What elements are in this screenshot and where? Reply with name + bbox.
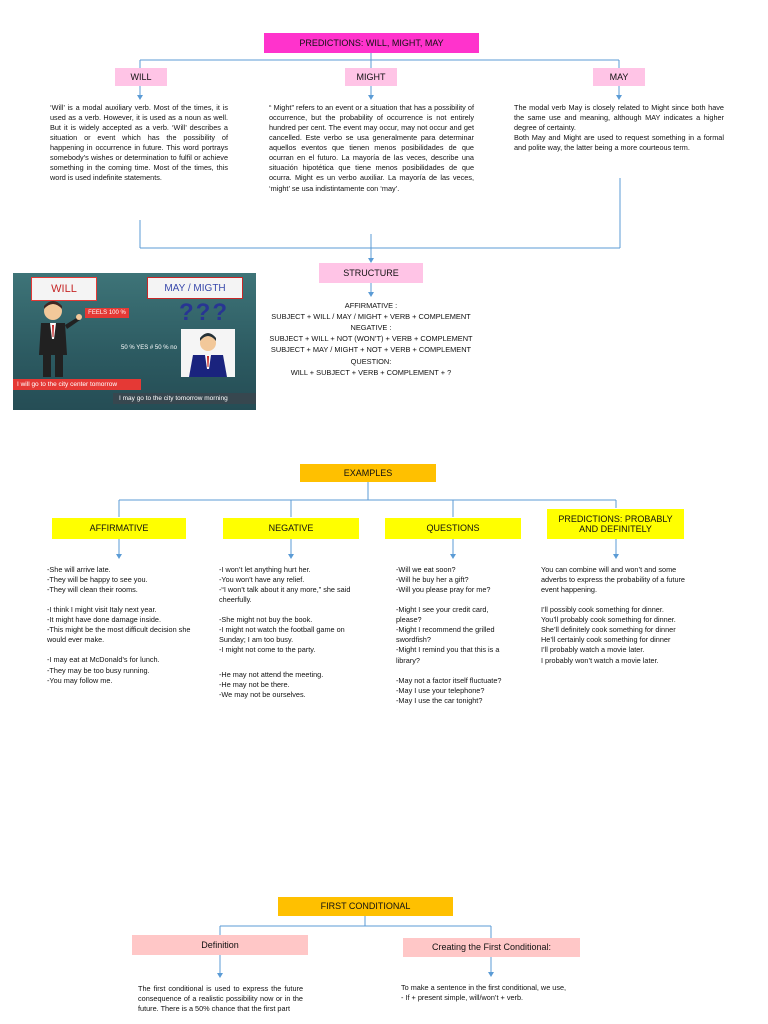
example-line: -May I use your telephone? [396, 685, 485, 695]
example-spacer [219, 656, 354, 670]
probably-definitely-examples [541, 565, 696, 666]
example-line: -They will be happy to see you. [47, 575, 148, 585]
first-conditional-title: FIRST CONDITIONAL [278, 897, 453, 916]
structure-line: WILL + SUBJECT + VERB + COMPLEMENT + ? [290, 367, 452, 377]
affirmative-label: AFFIRMATIVE [52, 518, 186, 539]
image-question-marks: ??? [179, 299, 229, 326]
structure-line: QUESTION: [350, 356, 392, 366]
example-spacer [47, 595, 207, 605]
example-line: -She might not buy the book. [219, 615, 313, 625]
example-line: -This might be the most difficult decision she would ever make. [47, 625, 193, 645]
structure-line: SUBJECT + WILL + NOT (WON’T) + VERB + COMPLEMENT [269, 334, 473, 344]
example-line: -I may eat at McDonald’s for lunch. [47, 655, 160, 665]
structure-rules [246, 300, 496, 378]
example-spacer [396, 666, 514, 676]
example-line: -You won’t have any relief. [219, 575, 305, 585]
creating-line: - If + present simple, will/won’t + verb. [401, 993, 524, 1003]
example-spacer [47, 645, 207, 655]
creating-line: To make a sentence in the first conditional, we use, [401, 983, 567, 992]
example-line: -Will we eat soon? [396, 565, 456, 574]
businessman-thumbs-up-icon [23, 299, 83, 379]
image-may-sentence: I may go to the city tomorrow morning [113, 393, 256, 404]
example-line: I probably won’t watch a movie later. [541, 655, 659, 665]
example-line: -Will you please pray for me? [396, 585, 491, 595]
example-line: She’ll definitely cook something for dinner [541, 625, 676, 635]
image-feels-badge: FEELS 100 % [85, 308, 129, 318]
probably-definitely-label: PREDICTIONS: PROBABLY AND DEFINITELY [547, 509, 684, 539]
image-will-label: WILL [31, 277, 97, 301]
example-line: -Might I recommend the grilled swordfish? [396, 625, 497, 645]
definition-label: Definition [132, 935, 308, 955]
questions-label: QUESTIONS [385, 518, 521, 539]
example-line: -She will arrive late. [47, 565, 111, 574]
structure-line: NEGATIVE : [350, 323, 392, 333]
example-line: I’ll possibly cook something for dinner. [541, 605, 664, 615]
negative-examples [219, 565, 354, 700]
example-line: You can combine will and won’t and some adverbs to express the probability of a future event happening. [541, 565, 688, 595]
example-line: -Might I see your credit card, please? [396, 605, 491, 625]
may-description-line: The modal verb May is closely related to Might since both have the same use and meaning, although MAY indicates a higher degree of certainty. [514, 103, 724, 133]
example-line: He’ll certainly cook something for dinner [541, 635, 671, 645]
will-description: ‘Will’ is a modal auxiliary verb. Most of the times, it is used as a verb. However, it is used as a noun as well. But it is widely accepted as a verb. ‘Will’ describes a situation or event which has the possibility of happening in occurrence in future. This word portrays somebody’s wishes or determination to fulfil or achieve something in the coming time. Most of the times, this word is used indefinite statements. [50, 103, 228, 183]
example-line: -They may be too busy running. [47, 665, 150, 675]
may-description [514, 103, 724, 153]
question-examples [396, 565, 514, 706]
affirmative-examples [47, 565, 207, 686]
predictions-title: PREDICTIONS: WILL, MIGHT, MAY [264, 33, 479, 53]
example-line: You’ll probably cook something for dinner. [541, 615, 676, 625]
example-line: -It might have done damage inside. [47, 615, 161, 625]
confused-man-icon [181, 329, 235, 377]
example-line: -I might not watch the football game on Sunday; I am too busy. [219, 625, 347, 645]
image-will-sentence: I will go to the city center tomorrow [13, 379, 141, 390]
will-label: WILL [115, 68, 167, 86]
example-line: -“I won’t talk about it any more,” she said cheerfully. [219, 585, 353, 605]
image-may-label: MAY / MIGTH [147, 277, 243, 299]
creating-first-conditional-label: Creating the First Conditional: [403, 938, 580, 957]
example-line: -We may not be ourselves. [219, 689, 306, 699]
example-line: -May not a factor itself fluctuate? [396, 675, 502, 685]
negative-label: NEGATIVE [223, 518, 359, 539]
example-line: -He may not attend the meeting. [219, 669, 324, 679]
structure-line: SUBJECT + MAY / MIGHT + NOT + VERB + COMPLEMENT [270, 345, 472, 355]
structure-title: STRUCTURE [319, 263, 423, 283]
example-spacer [541, 595, 696, 605]
example-line: -They will clean their rooms. [47, 585, 138, 595]
may-label: MAY [593, 68, 645, 86]
example-line: -May I use the car tonight? [396, 695, 483, 705]
may-description-line: Both May and Might are used to request something in a formal and polite way, the latter being a more courteous term. [514, 133, 724, 153]
example-line: -You may follow me. [47, 675, 113, 685]
example-line: -Will he buy her a gift? [396, 575, 469, 585]
example-line: I’ll probably watch a movie later. [541, 645, 645, 655]
might-label: MIGHT [345, 68, 397, 86]
example-line: -I think I might visit Italy next year. [47, 605, 157, 615]
example-line: -He may not be there. [219, 679, 290, 689]
definition-text: The first conditional is used to express the future consequence of a realistic possibility now or in the future. There is a 50% chance that the first part [138, 984, 303, 1014]
structure-line: SUBJECT + WILL / MAY / MIGHT + VERB + COMPLEMENT [271, 312, 471, 322]
example-line: -I might not come to the party. [219, 645, 316, 655]
examples-title: EXAMPLES [300, 464, 436, 482]
will-may-illustration [13, 273, 256, 410]
example-spacer [219, 605, 354, 615]
example-spacer [396, 595, 514, 605]
example-line: -I won’t let anything hurt her. [219, 565, 311, 574]
image-percent-text: 50 % YES # 50 % no [121, 345, 177, 351]
structure-line: AFFIRMATIVE : [344, 301, 398, 310]
example-line: -Might I remind you that this is a library? [396, 645, 502, 665]
might-description: “ Might” refers to an event or a situation that has a possibility of occurrence, but the probability of occurrence is not entirely hundred per cent. The event may occur, may not occur and get cancelled. Este verbo se usa generalmente para determinar aquellos eventos que tienen menos posibilidades de que ocurran en el futuro. La mayoría de las veces, describe una situación hipotética que tiene menos posibilidades de que ocurra. Might es un verbo auxiliar. La mayoría de las veces, ‘might’ se usa indistintamente con ‘may’. [269, 103, 474, 193]
creating-first-conditional-text [401, 983, 586, 1003]
